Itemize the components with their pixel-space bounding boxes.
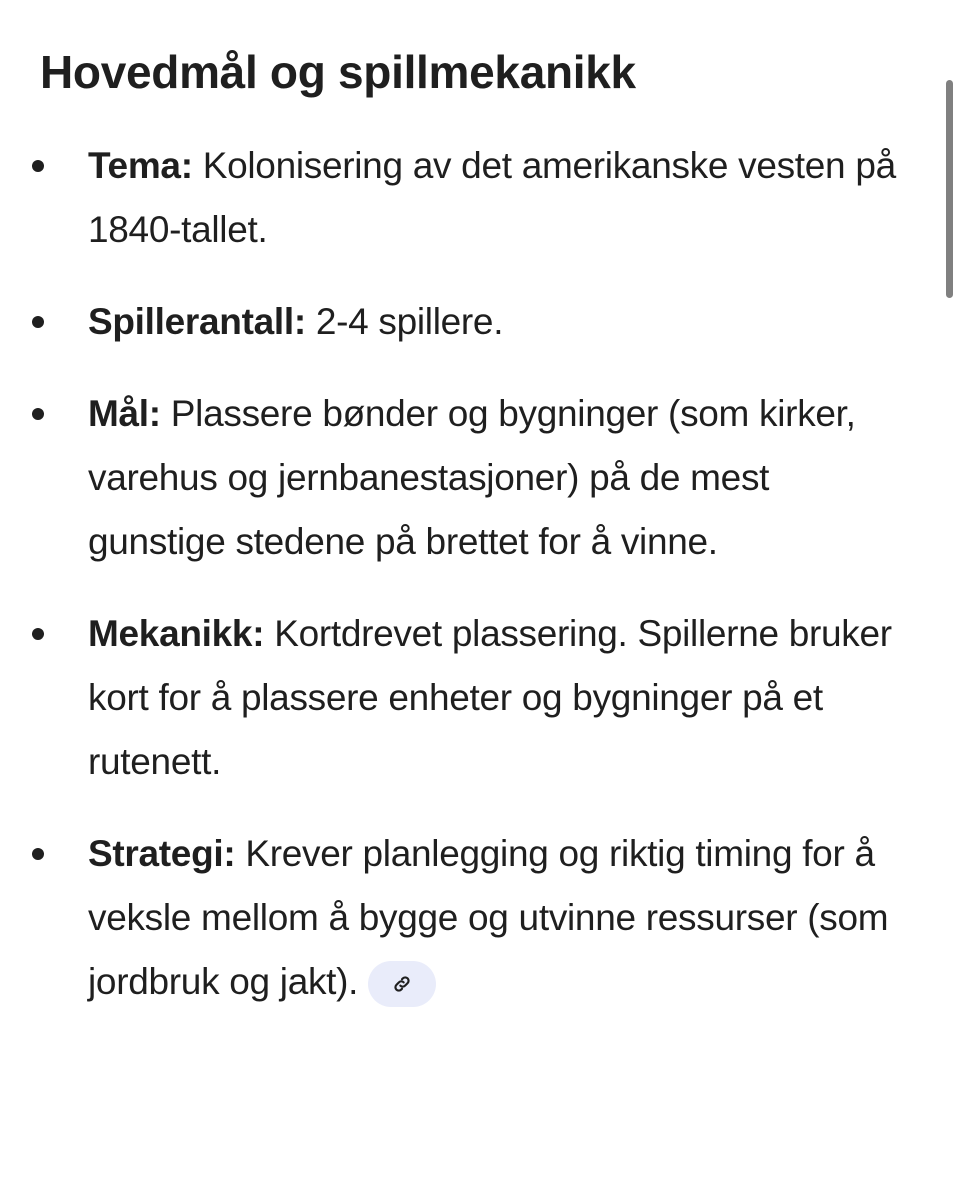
list-item: [0, 382, 910, 574]
item-text: 2-4 spillere.: [305, 301, 504, 342]
item-label: Tema:: [88, 145, 193, 186]
scrollbar[interactable]: [946, 80, 953, 298]
item-text: Krever planlegging og riktig timing for å veksle mellom å bygge og utvinne ressurser (som jordbruk og jakt).: [88, 833, 889, 1002]
list-item: [0, 290, 910, 354]
item-label: Mekanikk:: [88, 613, 265, 654]
item-text: Kolonisering av det amerikanske vesten på 1840-tallet.: [88, 145, 896, 250]
link-icon: [392, 974, 412, 994]
item-label: Strategi:: [88, 833, 236, 874]
bullet: [32, 408, 44, 420]
feature-list: [0, 134, 910, 1042]
section-heading: Hovedmål og spillmekanikk: [40, 46, 636, 98]
bullet: [32, 628, 44, 640]
item-text: Kortdrevet plassering. Spillerne bruker kort for å plassere enheter og bygninger på et rutenett.: [88, 613, 892, 782]
item-text: Plassere bønder og bygninger (som kirker, varehus og jernbanestasjoner) på de mest gunstige stedene på brettet for å vinne.: [88, 393, 856, 562]
bullet: [32, 848, 44, 860]
list-item: [0, 134, 910, 262]
item-label: Mål:: [88, 393, 161, 434]
list-item: [0, 602, 910, 794]
bullet: [32, 160, 44, 172]
list-item: [0, 822, 910, 1014]
bullet: [32, 316, 44, 328]
source-link-chip[interactable]: [368, 961, 436, 1007]
item-label: Spillerantall:: [88, 301, 306, 342]
